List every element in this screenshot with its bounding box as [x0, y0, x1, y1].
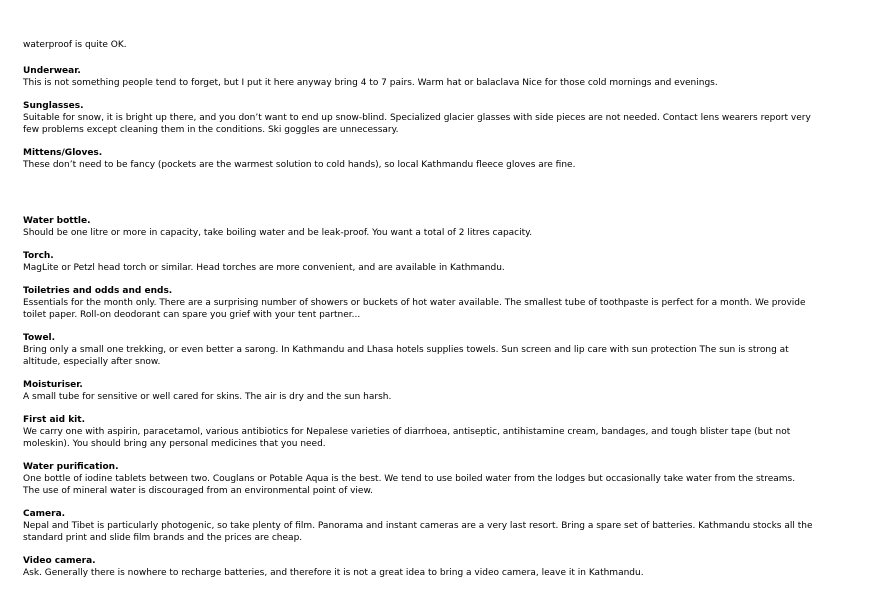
section-mittens-gloves	[23, 147, 813, 171]
section-camera	[23, 508, 813, 544]
section-heading: Water bottle.	[23, 216, 91, 226]
section-heading: Moisturiser.	[23, 380, 83, 390]
section-text: Bring only a small one trekking, or even better a sarong. In Kathmandu and Lhasa hotels supplies towels. Sun screen and lip care with sun protection The sun is strong at altitude, especially after snow.	[23, 345, 789, 367]
section-text: Nepal and Tibet is particularly photogenic, so take plenty of film. Panorama and instant cameras are a very last resort. Bring a spare set of batteries. Kathmandu stocks all the standard print and slide film brands and the prices are cheap.	[23, 521, 813, 543]
section-heading: Mittens/Gloves.	[23, 148, 103, 158]
section-heading: Towel.	[23, 333, 56, 343]
section-text: We carry one with aspirin, paracetamol, various antibiotics for Nepalese varieties of diarrhoea, antiseptic, antihistamine cream, bandages, and tough blister tape (but not moleskin). You should bring any personal medicines that you need.	[23, 427, 791, 449]
section-heading: Camera.	[23, 509, 66, 519]
section-text: Should be one litre or more in capacity, take boiling water and be leak-proof. You want a total of 2 litres capacity.	[23, 228, 533, 238]
section-towel	[23, 332, 813, 368]
section-heading: Sunglasses.	[23, 101, 84, 111]
section-text: Essentials for the month only. There are a surprising number of showers or buckets of hot water available. The smallest tube of toothpaste is perfect for a month. We provide toilet paper. Roll-on deodorant can spare you grief with your tent partner...	[23, 298, 806, 320]
intro-text: waterproof is quite OK.	[23, 40, 127, 50]
section-moisturiser	[23, 379, 813, 403]
section-text: MagLite or Petzl head torch or similar. Head torches are more convenient, and are available in Kathmandu.	[23, 263, 505, 273]
section-heading: Toiletries and odds and ends.	[23, 286, 173, 296]
section-water-purification	[23, 461, 813, 497]
section-torch	[23, 250, 813, 274]
section-text: Ask. Generally there is nowhere to recharge batteries, and therefore it is not a great idea to bring a video camera, leave it in Kathmandu.	[23, 568, 644, 578]
section-video-camera	[23, 555, 813, 579]
section-heading: Video camera.	[23, 556, 96, 566]
document-page	[23, 39, 813, 590]
section-text: This is not something people tend to forget, but I put it here anyway bring 4 to 7 pairs. Warm hat or balaclava Nice for those cold mornings and evenings.	[23, 78, 718, 88]
section-toiletries	[23, 285, 813, 321]
section-heading: First aid kit.	[23, 415, 85, 425]
section-underwear	[23, 65, 813, 89]
section-text: One bottle of iodine tablets between two. Couglans or Potable Aqua is the best. We tend to use boiled water from the lodges but occasionally take water from the streams. The use of mineral water is discouraged from an environmental point of view.	[23, 474, 796, 496]
section-sunglasses	[23, 100, 813, 136]
section-text: A small tube for sensitive or well cared for skins. The air is dry and the sun harsh.	[23, 392, 392, 402]
section-heading: Torch.	[23, 251, 54, 261]
section-text: Suitable for snow, it is bright up there, and you don’t want to end up snow-blind. Specialized glacier glasses with side pieces are not needed. Contact lens wearers report very few problems except cleaning them in the conditions. Ski goggles are unnecessary.	[23, 113, 811, 135]
section-text: These don’t need to be fancy (pockets are the warmest solution to cold hands), so local Kathmandu fleece gloves are fine.	[23, 160, 576, 170]
section-heading: Water purification.	[23, 462, 119, 472]
section-first-aid-kit	[23, 414, 813, 450]
section-heading: Underwear.	[23, 66, 81, 76]
section-water-bottle	[23, 215, 813, 239]
